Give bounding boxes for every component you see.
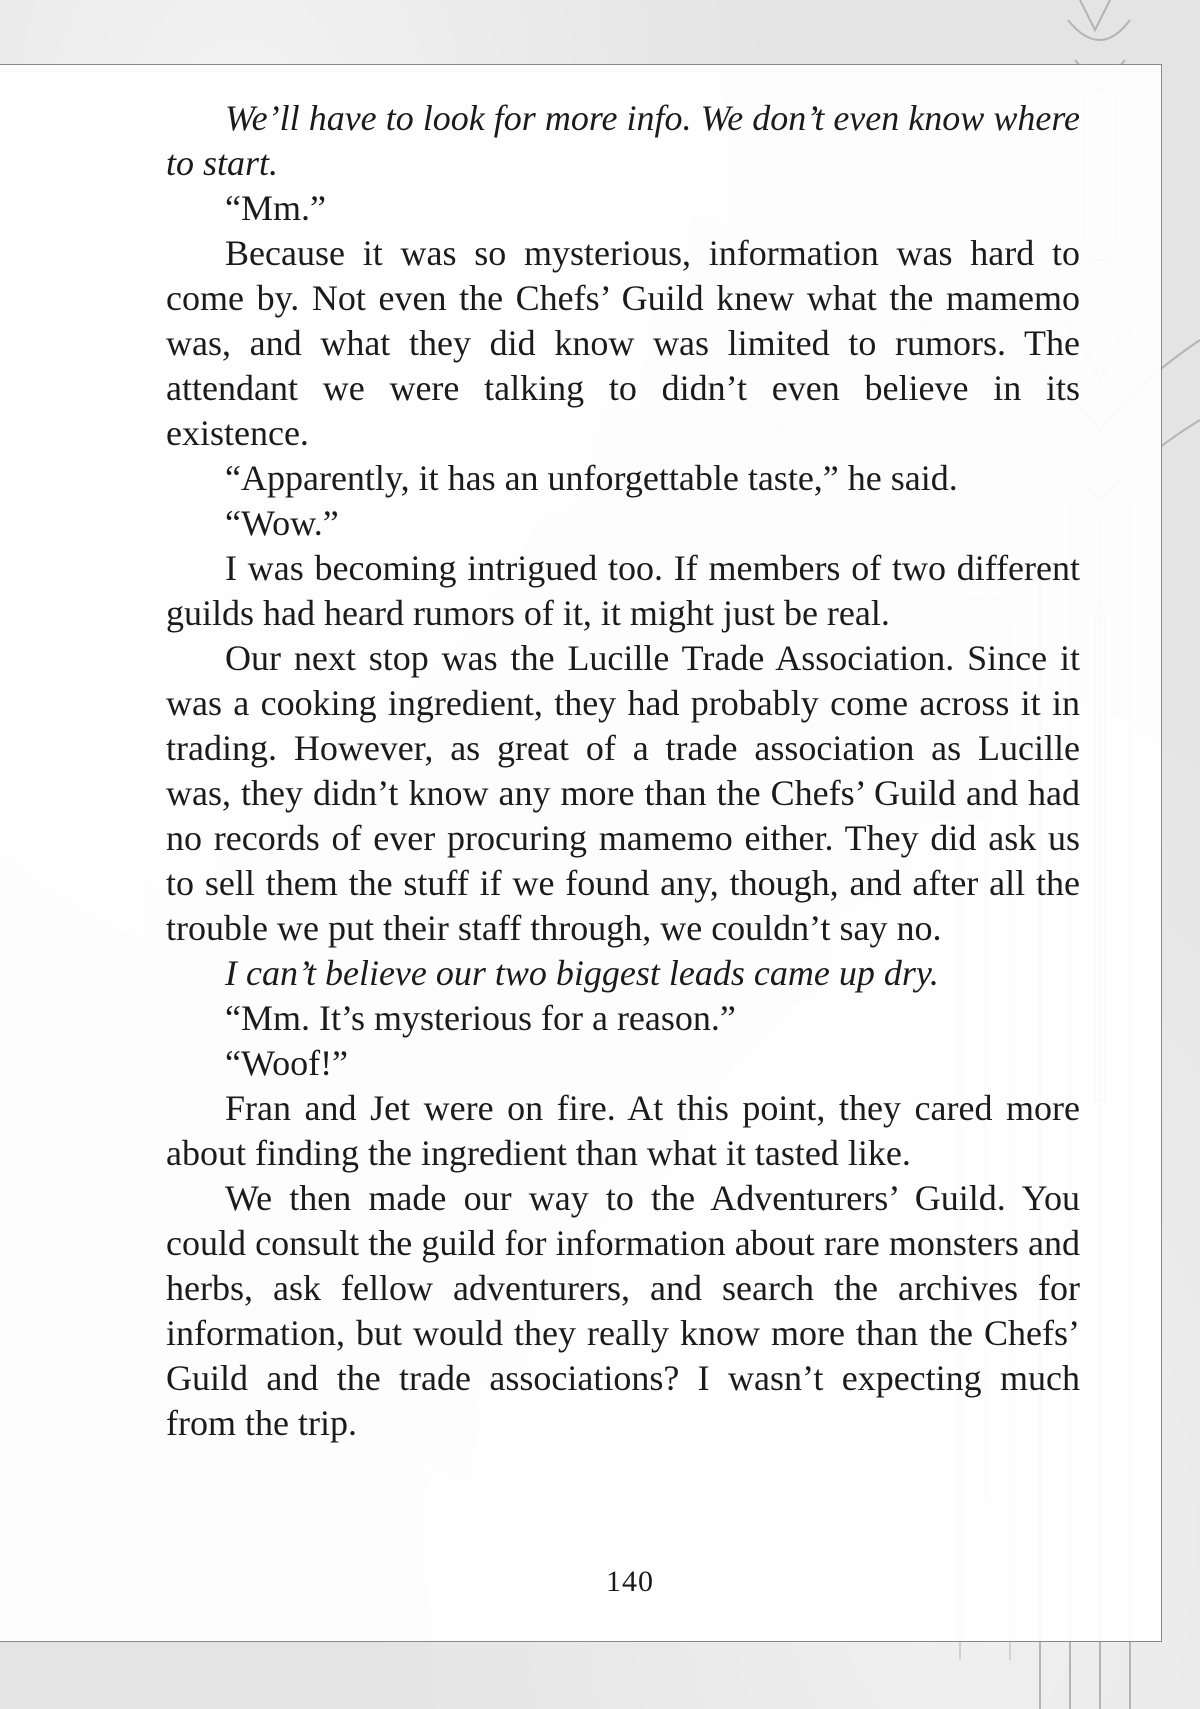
paragraph-9: “Mm. It’s mysterious for a reason.” [225, 998, 736, 1038]
paragraph-5: “Wow.” [225, 503, 339, 543]
paragraph-10: “Woof!” [225, 1043, 349, 1083]
paragraph-12: We then made our way to the Adventurers’ Guild. You could consult the guild for information about rare monsters and herbs, ask fellow adventurers, and search the archives for information, but would they really know more than the Chefs’ Guild and the trade associations? I wasn’t expecting much from the trip. [166, 1178, 1080, 1443]
paragraph-6: I was becoming intrigued too. If members of two different guilds had heard rumors of it, it might just be real. [166, 548, 1080, 633]
paragraph-4: “Apparently, it has an unforgettable taste,” he said. [225, 458, 958, 498]
page-number: 140 [606, 1565, 654, 1598]
paragraph-7: Our next stop was the Lucille Trade Association. Since it was a cooking ingredient, they had probably come across it in trading. However, as great of a trade association as Lucille was, they didn’t know any more than the Chefs’ Guild and had no records of ever procuring mamemo either. They did ask us to sell them the stuff if we found any, though, and after all the trouble we put their staff through, we couldn’t say no. [166, 638, 1080, 948]
paragraph-11: Fran and Jet were on fire. At this point, they cared more about finding the ingredient than what it tasted like. [166, 1088, 1080, 1173]
paragraph-2: “Mm.” [225, 188, 326, 228]
paragraph-1: We’ll have to look for more info. We don’t even know where to start. [166, 98, 1080, 183]
paragraph-8: I can’t believe our two biggest leads came up dry. [225, 953, 939, 993]
paragraph-3: Because it was so mysterious, information was hard to come by. Not even the Chefs’ Guild knew what the mamemo was, and what they did know was limited to rumors. The attendant we were talking to didn’t even believe in its existence. [166, 233, 1080, 453]
body-text [166, 96, 1080, 1446]
